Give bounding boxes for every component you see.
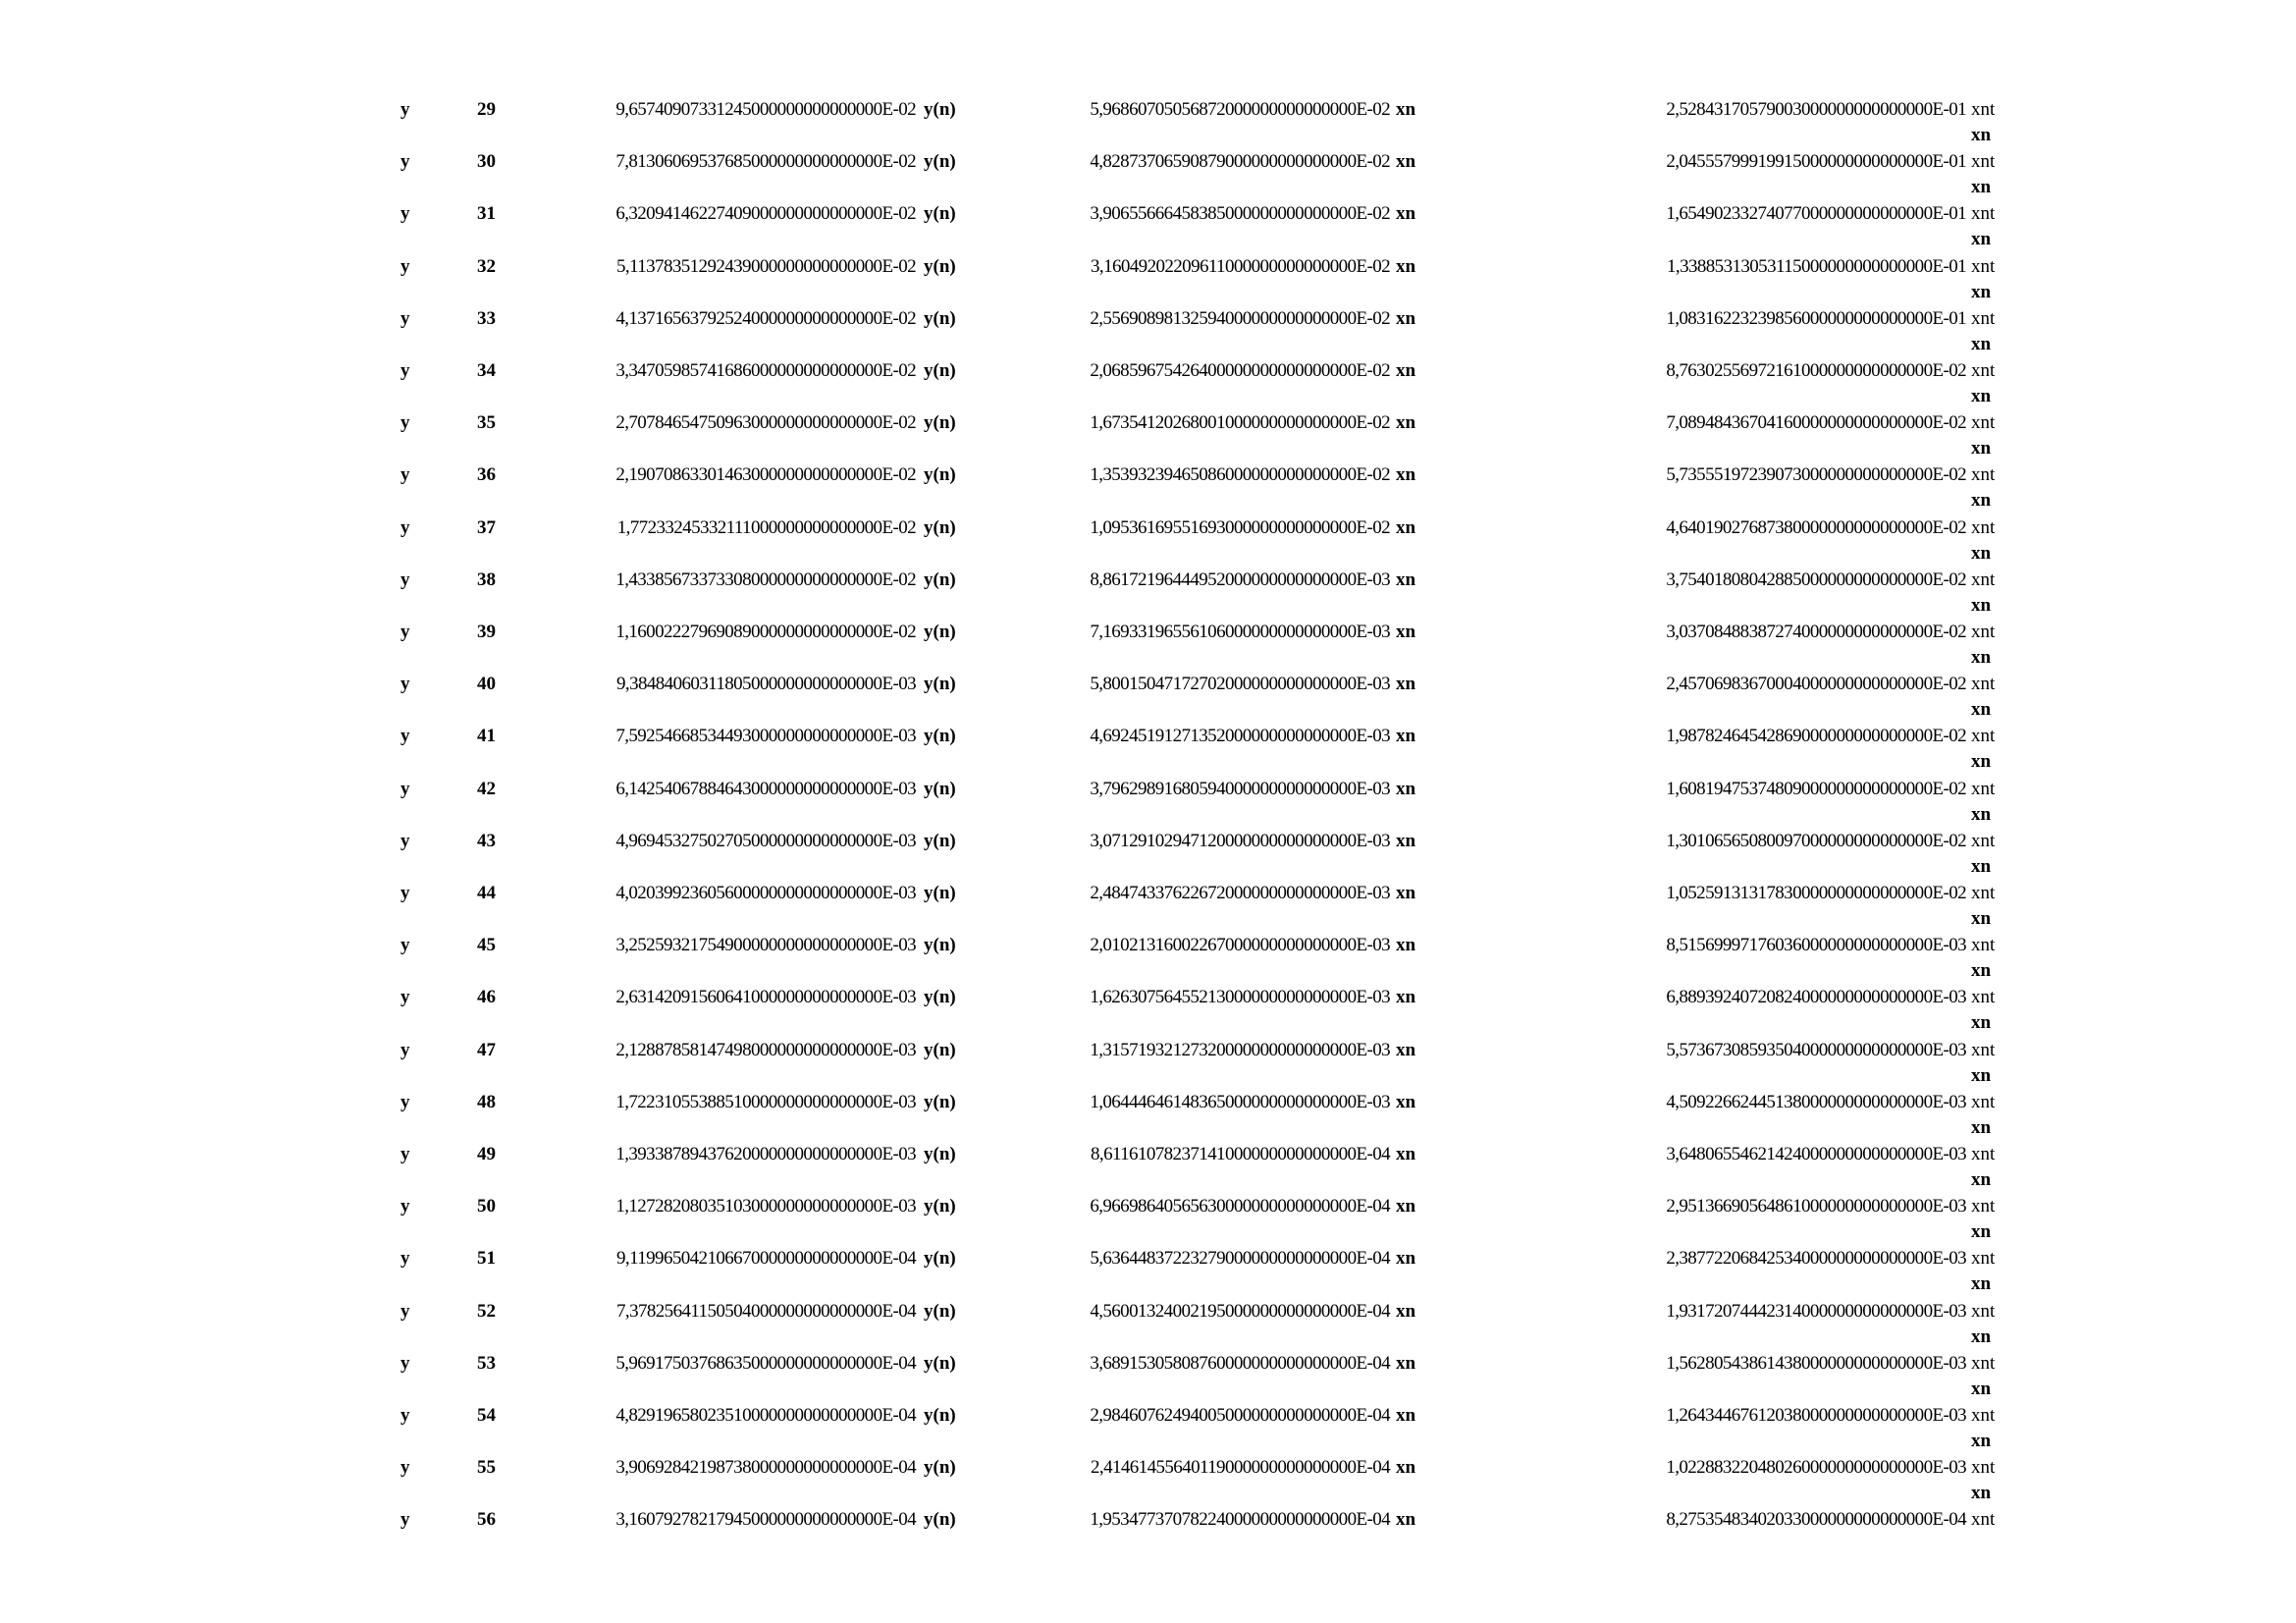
xnt-secondary-tag: xn — [1971, 647, 1992, 668]
xnt-tag: xnt — [1971, 1196, 1996, 1217]
table-row — [0, 1091, 2296, 1143]
xn-tag: xn — [1396, 830, 1416, 851]
row-label: y — [400, 622, 410, 642]
row-index: 52 — [477, 1300, 496, 1322]
yn-tag: y(n) — [924, 412, 956, 434]
yn-value: 4,13716563792524000000000000000E-02 — [615, 307, 916, 329]
xnt-value: 8,51569997176036000000000000000E-03 — [1666, 935, 1966, 956]
yn-tag: y(n) — [924, 1457, 956, 1479]
xnt-value: 8,76302556972161000000000000000E-02 — [1666, 360, 1966, 381]
xn-value: 2,98460762494005000000000000000E-04 — [1090, 1405, 1390, 1426]
yn-value: 2,19070863301463000000000000000E-02 — [615, 464, 916, 486]
xn-tag: xn — [1396, 674, 1416, 695]
yn-value: 1,43385673373308000000000000000E-02 — [615, 568, 916, 590]
table-row — [0, 202, 2296, 254]
xnt-secondary-tag: xn — [1971, 594, 1992, 616]
row-label: y — [400, 1091, 410, 1112]
xnt-value: 4,64019027687380000000000000000E-02 — [1666, 516, 1966, 538]
xnt-secondary-tag: xn — [1971, 1221, 1992, 1243]
row-index: 44 — [477, 883, 496, 903]
yn-tag: y(n) — [924, 1300, 956, 1322]
row-label: y — [400, 464, 410, 486]
yn-value: 7,37825641150504000000000000000E-04 — [616, 1300, 916, 1322]
table-row — [0, 986, 2296, 1038]
xnt-secondary-tag: xn — [1971, 333, 1992, 354]
xnt-secondary-tag: xn — [1971, 229, 1992, 250]
table-row — [0, 411, 2296, 463]
yn-value: 9,11996504210667000000000000000E-04 — [616, 1248, 916, 1270]
xn-tag: xn — [1396, 1248, 1416, 1270]
xnt-value: 2,38772206842534000000000000000E-03 — [1666, 1248, 1966, 1270]
yn-tag: y(n) — [924, 830, 956, 851]
xnt-tag: xnt — [1971, 516, 1996, 538]
row-label: y — [400, 987, 410, 1008]
xn-tag: xn — [1396, 1091, 1416, 1112]
xnt-tag: xnt — [1971, 203, 1996, 225]
table-row — [0, 830, 2296, 882]
xnt-value: 2,95136690564861000000000000000E-03 — [1666, 1196, 1966, 1217]
xn-value: 1,67354120268001000000000000000E-02 — [1090, 412, 1390, 434]
xn-tag: xn — [1396, 1300, 1416, 1322]
row-label: y — [400, 935, 410, 956]
yn-value: 3,34705985741686000000000000000E-02 — [615, 360, 916, 381]
xnt-value: 1,05259131317830000000000000000E-02 — [1666, 883, 1966, 903]
yn-value: 9,65740907331245000000000000000E-02 — [615, 99, 916, 120]
row-index: 38 — [477, 568, 496, 590]
xnt-value: 6,88939240720824000000000000000E-03 — [1666, 987, 1966, 1008]
xn-value: 4,56001324002195000000000000000E-04 — [1090, 1300, 1390, 1322]
row-index: 34 — [477, 360, 496, 381]
xnt-value: 1,26434467612038000000000000000E-03 — [1666, 1405, 1966, 1426]
yn-tag: y(n) — [924, 1039, 956, 1060]
xnt-tag: xnt — [1971, 360, 1996, 381]
yn-tag: y(n) — [924, 883, 956, 903]
row-index: 48 — [477, 1091, 496, 1112]
row-index: 29 — [477, 99, 496, 120]
xn-value: 1,09536169551693000000000000000E-02 — [1090, 516, 1390, 538]
yn-value: 1,12728208035103000000000000000E-03 — [615, 1196, 916, 1217]
yn-tag: y(n) — [924, 516, 956, 538]
xn-value: 1,31571932127320000000000000000E-03 — [1090, 1039, 1390, 1060]
row-label: y — [400, 883, 410, 903]
xn-tag: xn — [1396, 622, 1416, 642]
table-row — [0, 1300, 2296, 1352]
xnt-tag: xnt — [1971, 1248, 1996, 1270]
xnt-value: 2,04555799919915000000000000000E-01 — [1666, 151, 1966, 173]
xn-tag: xn — [1396, 255, 1416, 277]
xnt-secondary-tag: xn — [1971, 1169, 1992, 1190]
xn-value: 3,16049202209611000000000000000E-02 — [1091, 255, 1390, 277]
row-label: y — [400, 412, 410, 434]
xnt-tag: xnt — [1971, 883, 1996, 903]
xn-tag: xn — [1396, 778, 1416, 799]
row-label: y — [400, 203, 410, 225]
row-index: 30 — [477, 151, 496, 173]
row-index: 53 — [477, 1352, 496, 1374]
table-row — [0, 1195, 2296, 1247]
table-row — [0, 568, 2296, 621]
xnt-secondary-tag: xn — [1971, 1483, 1992, 1504]
xnt-value: 1,30106565080097000000000000000E-02 — [1666, 830, 1966, 851]
xnt-value: 1,60819475374809000000000000000E-02 — [1666, 778, 1966, 799]
table-row — [0, 307, 2296, 359]
row-index: 37 — [477, 516, 496, 538]
xnt-value: 1,56280543861438000000000000000E-03 — [1666, 1352, 1966, 1374]
row-index: 56 — [477, 1509, 496, 1531]
xnt-value: 8,27535483402033000000000000000E-04 — [1666, 1509, 1966, 1531]
xn-value: 8,86172196444952000000000000000E-03 — [1090, 568, 1390, 590]
xn-value: 3,90655666458385000000000000000E-02 — [1090, 203, 1390, 225]
xnt-tag: xnt — [1971, 1039, 1996, 1060]
row-label: y — [400, 1300, 410, 1322]
xnt-secondary-tag: xn — [1971, 1273, 1992, 1295]
yn-value: 9,38484060311805000000000000000E-03 — [616, 674, 916, 695]
row-label: y — [400, 1509, 410, 1531]
table-row — [0, 621, 2296, 673]
xnt-secondary-tag: xn — [1971, 1325, 1992, 1347]
xn-tag: xn — [1396, 568, 1416, 590]
row-label: y — [400, 516, 410, 538]
xn-value: 8,61161078237141000000000000000E-04 — [1091, 1144, 1390, 1164]
row-index: 36 — [477, 464, 496, 486]
xnt-value: 5,57367308593504000000000000000E-03 — [1666, 1039, 1966, 1060]
xn-value: 2,48474337622672000000000000000E-03 — [1090, 883, 1390, 903]
xnt-tag: xnt — [1971, 987, 1996, 1008]
xnt-tag: xnt — [1971, 307, 1996, 329]
xnt-tag: xnt — [1971, 1144, 1996, 1164]
yn-tag: y(n) — [924, 1196, 956, 1217]
xnt-secondary-tag: xn — [1971, 490, 1992, 512]
xnt-secondary-tag: xn — [1971, 908, 1992, 929]
row-label: y — [400, 830, 410, 851]
xnt-tag: xnt — [1971, 1405, 1996, 1426]
row-index: 47 — [477, 1039, 496, 1060]
table-row — [0, 1456, 2296, 1508]
xn-tag: xn — [1396, 1144, 1416, 1164]
xnt-value: 2,45706983670004000000000000000E-02 — [1666, 674, 1966, 695]
row-label: y — [400, 151, 410, 173]
yn-tag: y(n) — [924, 360, 956, 381]
row-index: 31 — [477, 203, 496, 225]
xnt-tag: xnt — [1971, 1509, 1996, 1531]
xnt-tag: xnt — [1971, 464, 1996, 486]
xnt-value: 4,50922662445138000000000000000E-03 — [1666, 1091, 1966, 1112]
row-index: 49 — [477, 1144, 496, 1164]
xn-tag: xn — [1396, 1509, 1416, 1531]
xn-value: 3,79629891680594000000000000000E-03 — [1090, 778, 1390, 799]
xnt-value: 1,98782464542869000000000000000E-02 — [1666, 726, 1966, 747]
xn-tag: xn — [1396, 360, 1416, 381]
xnt-secondary-tag: xn — [1971, 386, 1992, 406]
yn-tag: y(n) — [924, 568, 956, 590]
yn-value: 5,96917503768635000000000000000E-04 — [615, 1352, 916, 1374]
row-label: y — [400, 778, 410, 799]
row-index: 42 — [477, 778, 496, 799]
yn-tag: y(n) — [924, 1352, 956, 1374]
yn-value: 4,96945327502705000000000000000E-03 — [615, 830, 916, 851]
xn-tag: xn — [1396, 987, 1416, 1008]
yn-value: 1,16002227969089000000000000000E-02 — [615, 622, 916, 642]
xnt-tag: xnt — [1971, 151, 1996, 173]
table-row — [0, 1404, 2296, 1456]
yn-value: 7,59254668534493000000000000000E-03 — [615, 726, 916, 747]
xn-tag: xn — [1396, 726, 1416, 747]
row-index: 33 — [477, 307, 496, 329]
row-label: y — [400, 726, 410, 747]
xnt-value: 1,93172074442314000000000000000E-03 — [1666, 1300, 1966, 1322]
table-row — [0, 255, 2296, 307]
row-index: 39 — [477, 622, 496, 642]
xn-tag: xn — [1396, 1457, 1416, 1479]
row-index: 35 — [477, 412, 496, 434]
xn-value: 2,01021316002267000000000000000E-03 — [1090, 935, 1390, 956]
row-label: y — [400, 307, 410, 329]
xn-value: 2,55690898132594000000000000000E-02 — [1090, 307, 1390, 329]
xnt-secondary-tag: xn — [1971, 1378, 1992, 1399]
xn-value: 7,16933196556106000000000000000E-03 — [1090, 622, 1390, 642]
xnt-value: 3,64806554621424000000000000000E-03 — [1666, 1144, 1966, 1164]
xnt-secondary-tag: xn — [1971, 699, 1992, 721]
row-label: y — [400, 1405, 410, 1426]
table-row — [0, 934, 2296, 986]
yn-tag: y(n) — [924, 99, 956, 120]
yn-tag: y(n) — [924, 674, 956, 695]
xnt-secondary-tag: xn — [1971, 1064, 1992, 1086]
yn-tag: y(n) — [924, 1144, 956, 1164]
table-row — [0, 778, 2296, 830]
xn-tag: xn — [1396, 883, 1416, 903]
row-index: 41 — [477, 726, 496, 747]
xn-value: 1,06444646148365000000000000000E-03 — [1090, 1091, 1390, 1112]
yn-value: 5,11378351292439000000000000000E-02 — [616, 255, 916, 277]
xn-value: 1,35393239465086000000000000000E-02 — [1090, 464, 1390, 486]
xn-value: 4,69245191271352000000000000000E-03 — [1090, 726, 1390, 747]
xnt-secondary-tag: xn — [1971, 281, 1992, 302]
table-row — [0, 1143, 2296, 1195]
xn-tag: xn — [1396, 516, 1416, 538]
row-label: y — [400, 255, 410, 277]
xn-value: 3,68915305808760000000000000000E-04 — [1090, 1352, 1390, 1374]
table-row — [0, 1352, 2296, 1404]
xn-value: 1,95347737078224000000000000000E-04 — [1090, 1509, 1390, 1531]
yn-value: 1,39338789437620000000000000000E-03 — [615, 1144, 916, 1164]
xnt-secondary-tag: xn — [1971, 438, 1992, 460]
yn-value: 3,25259321754900000000000000000E-03 — [615, 935, 916, 956]
xn-value: 3,07129102947120000000000000000E-03 — [1090, 830, 1390, 851]
yn-value: 4,82919658023510000000000000000E-04 — [615, 1405, 916, 1426]
xn-tag: xn — [1396, 1196, 1416, 1217]
xn-value: 5,80015047172702000000000000000E-03 — [1090, 674, 1390, 695]
xn-tag: xn — [1396, 203, 1416, 225]
xnt-tag: xnt — [1971, 622, 1996, 642]
xn-tag: xn — [1396, 1352, 1416, 1374]
xnt-secondary-tag: xn — [1971, 1116, 1992, 1138]
xnt-tag: xnt — [1971, 568, 1996, 590]
row-label: y — [400, 99, 410, 120]
xn-tag: xn — [1396, 99, 1416, 120]
xnt-value: 7,08948436704160000000000000000E-02 — [1666, 412, 1966, 434]
xn-value: 4,82873706590879000000000000000E-02 — [1090, 151, 1390, 173]
xnt-value: 1,08316223239856000000000000000E-01 — [1666, 307, 1966, 329]
xnt-tag: xnt — [1971, 1352, 1996, 1374]
xn-tag: xn — [1396, 412, 1416, 434]
xnt-tag: xnt — [1971, 830, 1996, 851]
yn-tag: y(n) — [924, 255, 956, 277]
xnt-secondary-tag: xn — [1971, 1012, 1992, 1034]
xnt-secondary-tag: xn — [1971, 751, 1992, 773]
row-index: 43 — [477, 830, 496, 851]
xnt-tag: xnt — [1971, 412, 1996, 434]
row-index: 54 — [477, 1405, 496, 1426]
xn-value: 2,06859675426400000000000000000E-02 — [1090, 360, 1390, 381]
xnt-tag: xnt — [1971, 1300, 1996, 1322]
yn-value: 6,14254067884643000000000000000E-03 — [615, 778, 916, 799]
xnt-tag: xnt — [1971, 1091, 1996, 1112]
xnt-secondary-tag: xn — [1971, 125, 1992, 145]
xnt-tag: xnt — [1971, 99, 1996, 120]
xnt-value: 1,33885313053115000000000000000E-01 — [1667, 255, 1966, 277]
xnt-secondary-tag: xn — [1971, 177, 1992, 198]
xnt-tag: xnt — [1971, 674, 1996, 695]
yn-tag: y(n) — [924, 935, 956, 956]
xnt-value: 2,52843170579003000000000000000E-01 — [1666, 99, 1966, 120]
yn-value: 2,63142091560641000000000000000E-03 — [615, 987, 916, 1008]
xnt-tag: xnt — [1971, 726, 1996, 747]
row-label: y — [400, 1196, 410, 1217]
row-index: 55 — [477, 1457, 496, 1479]
xn-value: 1,62630756455213000000000000000E-03 — [1090, 987, 1390, 1008]
row-label: y — [400, 568, 410, 590]
xn-value: 5,96860705056872000000000000000E-02 — [1090, 99, 1390, 120]
xnt-secondary-tag: xn — [1971, 855, 1992, 877]
xnt-tag: xnt — [1971, 255, 1996, 277]
table-row — [0, 882, 2296, 934]
row-index: 50 — [477, 1196, 496, 1217]
xnt-tag: xnt — [1971, 778, 1996, 799]
row-label: y — [400, 360, 410, 381]
row-index: 46 — [477, 987, 496, 1008]
xnt-value: 1,65490233274077000000000000000E-01 — [1666, 203, 1966, 225]
yn-value: 6,32094146227409000000000000000E-02 — [615, 203, 916, 225]
yn-value: 3,16079278217945000000000000000E-04 — [615, 1509, 916, 1531]
table-row — [0, 463, 2296, 515]
yn-tag: y(n) — [924, 1248, 956, 1270]
table-row — [0, 725, 2296, 777]
xnt-tag: xnt — [1971, 935, 1996, 956]
xnt-value: 1,02288322048026000000000000000E-03 — [1666, 1457, 1966, 1479]
xn-tag: xn — [1396, 464, 1416, 486]
yn-tag: y(n) — [924, 307, 956, 329]
row-label: y — [400, 1144, 410, 1164]
xnt-value: 3,75401808042885000000000000000E-02 — [1666, 568, 1966, 590]
table-row — [0, 1247, 2296, 1299]
yn-value: 4,02039923605600000000000000000E-03 — [615, 883, 916, 903]
yn-value: 7,81306069537685000000000000000E-02 — [615, 151, 916, 173]
row-index: 32 — [477, 255, 496, 277]
xn-tag: xn — [1396, 1405, 1416, 1426]
row-label: y — [400, 1457, 410, 1479]
table-row — [0, 1039, 2296, 1091]
row-index: 40 — [477, 674, 496, 695]
xnt-tag: xnt — [1971, 1457, 1996, 1479]
xn-value: 2,41461455640119000000000000000E-04 — [1091, 1457, 1390, 1479]
yn-tag: y(n) — [924, 987, 956, 1008]
xn-tag: xn — [1396, 151, 1416, 173]
xnt-value: 5,73555197239073000000000000000E-02 — [1666, 464, 1966, 486]
xnt-value: 3,03708488387274000000000000000E-02 — [1666, 622, 1966, 642]
xn-tag: xn — [1396, 935, 1416, 956]
yn-value: 2,12887858147498000000000000000E-03 — [615, 1039, 916, 1060]
yn-tag: y(n) — [924, 464, 956, 486]
xn-value: 5,63644837223279000000000000000E-04 — [1090, 1248, 1390, 1270]
row-label: y — [400, 674, 410, 695]
yn-tag: y(n) — [924, 778, 956, 799]
xn-tag: xn — [1396, 1039, 1416, 1060]
row-label: y — [400, 1039, 410, 1060]
yn-tag: y(n) — [924, 1091, 956, 1112]
table-row — [0, 673, 2296, 725]
yn-tag: y(n) — [924, 726, 956, 747]
yn-tag: y(n) — [924, 622, 956, 642]
yn-value: 1,77233245332111000000000000000E-02 — [616, 516, 916, 538]
xnt-secondary-tag: xn — [1971, 542, 1992, 564]
yn-value: 3,90692842198738000000000000000E-04 — [615, 1457, 916, 1479]
table-row — [0, 1508, 2296, 1560]
yn-tag: y(n) — [924, 203, 956, 225]
row-index: 51 — [477, 1248, 496, 1270]
xnt-secondary-tag: xn — [1971, 803, 1992, 825]
table-row — [0, 516, 2296, 568]
yn-tag: y(n) — [924, 151, 956, 173]
xn-value: 6,96698640565630000000000000000E-04 — [1090, 1196, 1390, 1217]
table-row — [0, 150, 2296, 202]
yn-tag: y(n) — [924, 1509, 956, 1531]
row-index: 45 — [477, 935, 496, 956]
yn-tag: y(n) — [924, 1405, 956, 1426]
table-row — [0, 359, 2296, 411]
row-label: y — [400, 1248, 410, 1270]
row-label: y — [400, 1352, 410, 1374]
xn-tag: xn — [1396, 307, 1416, 329]
yn-value: 2,70784654750963000000000000000E-02 — [615, 412, 916, 434]
xnt-secondary-tag: xn — [1971, 960, 1992, 982]
xnt-secondary-tag: xn — [1971, 1431, 1992, 1451]
table-row — [0, 98, 2296, 150]
yn-value: 1,72231055388510000000000000000E-03 — [615, 1091, 916, 1112]
